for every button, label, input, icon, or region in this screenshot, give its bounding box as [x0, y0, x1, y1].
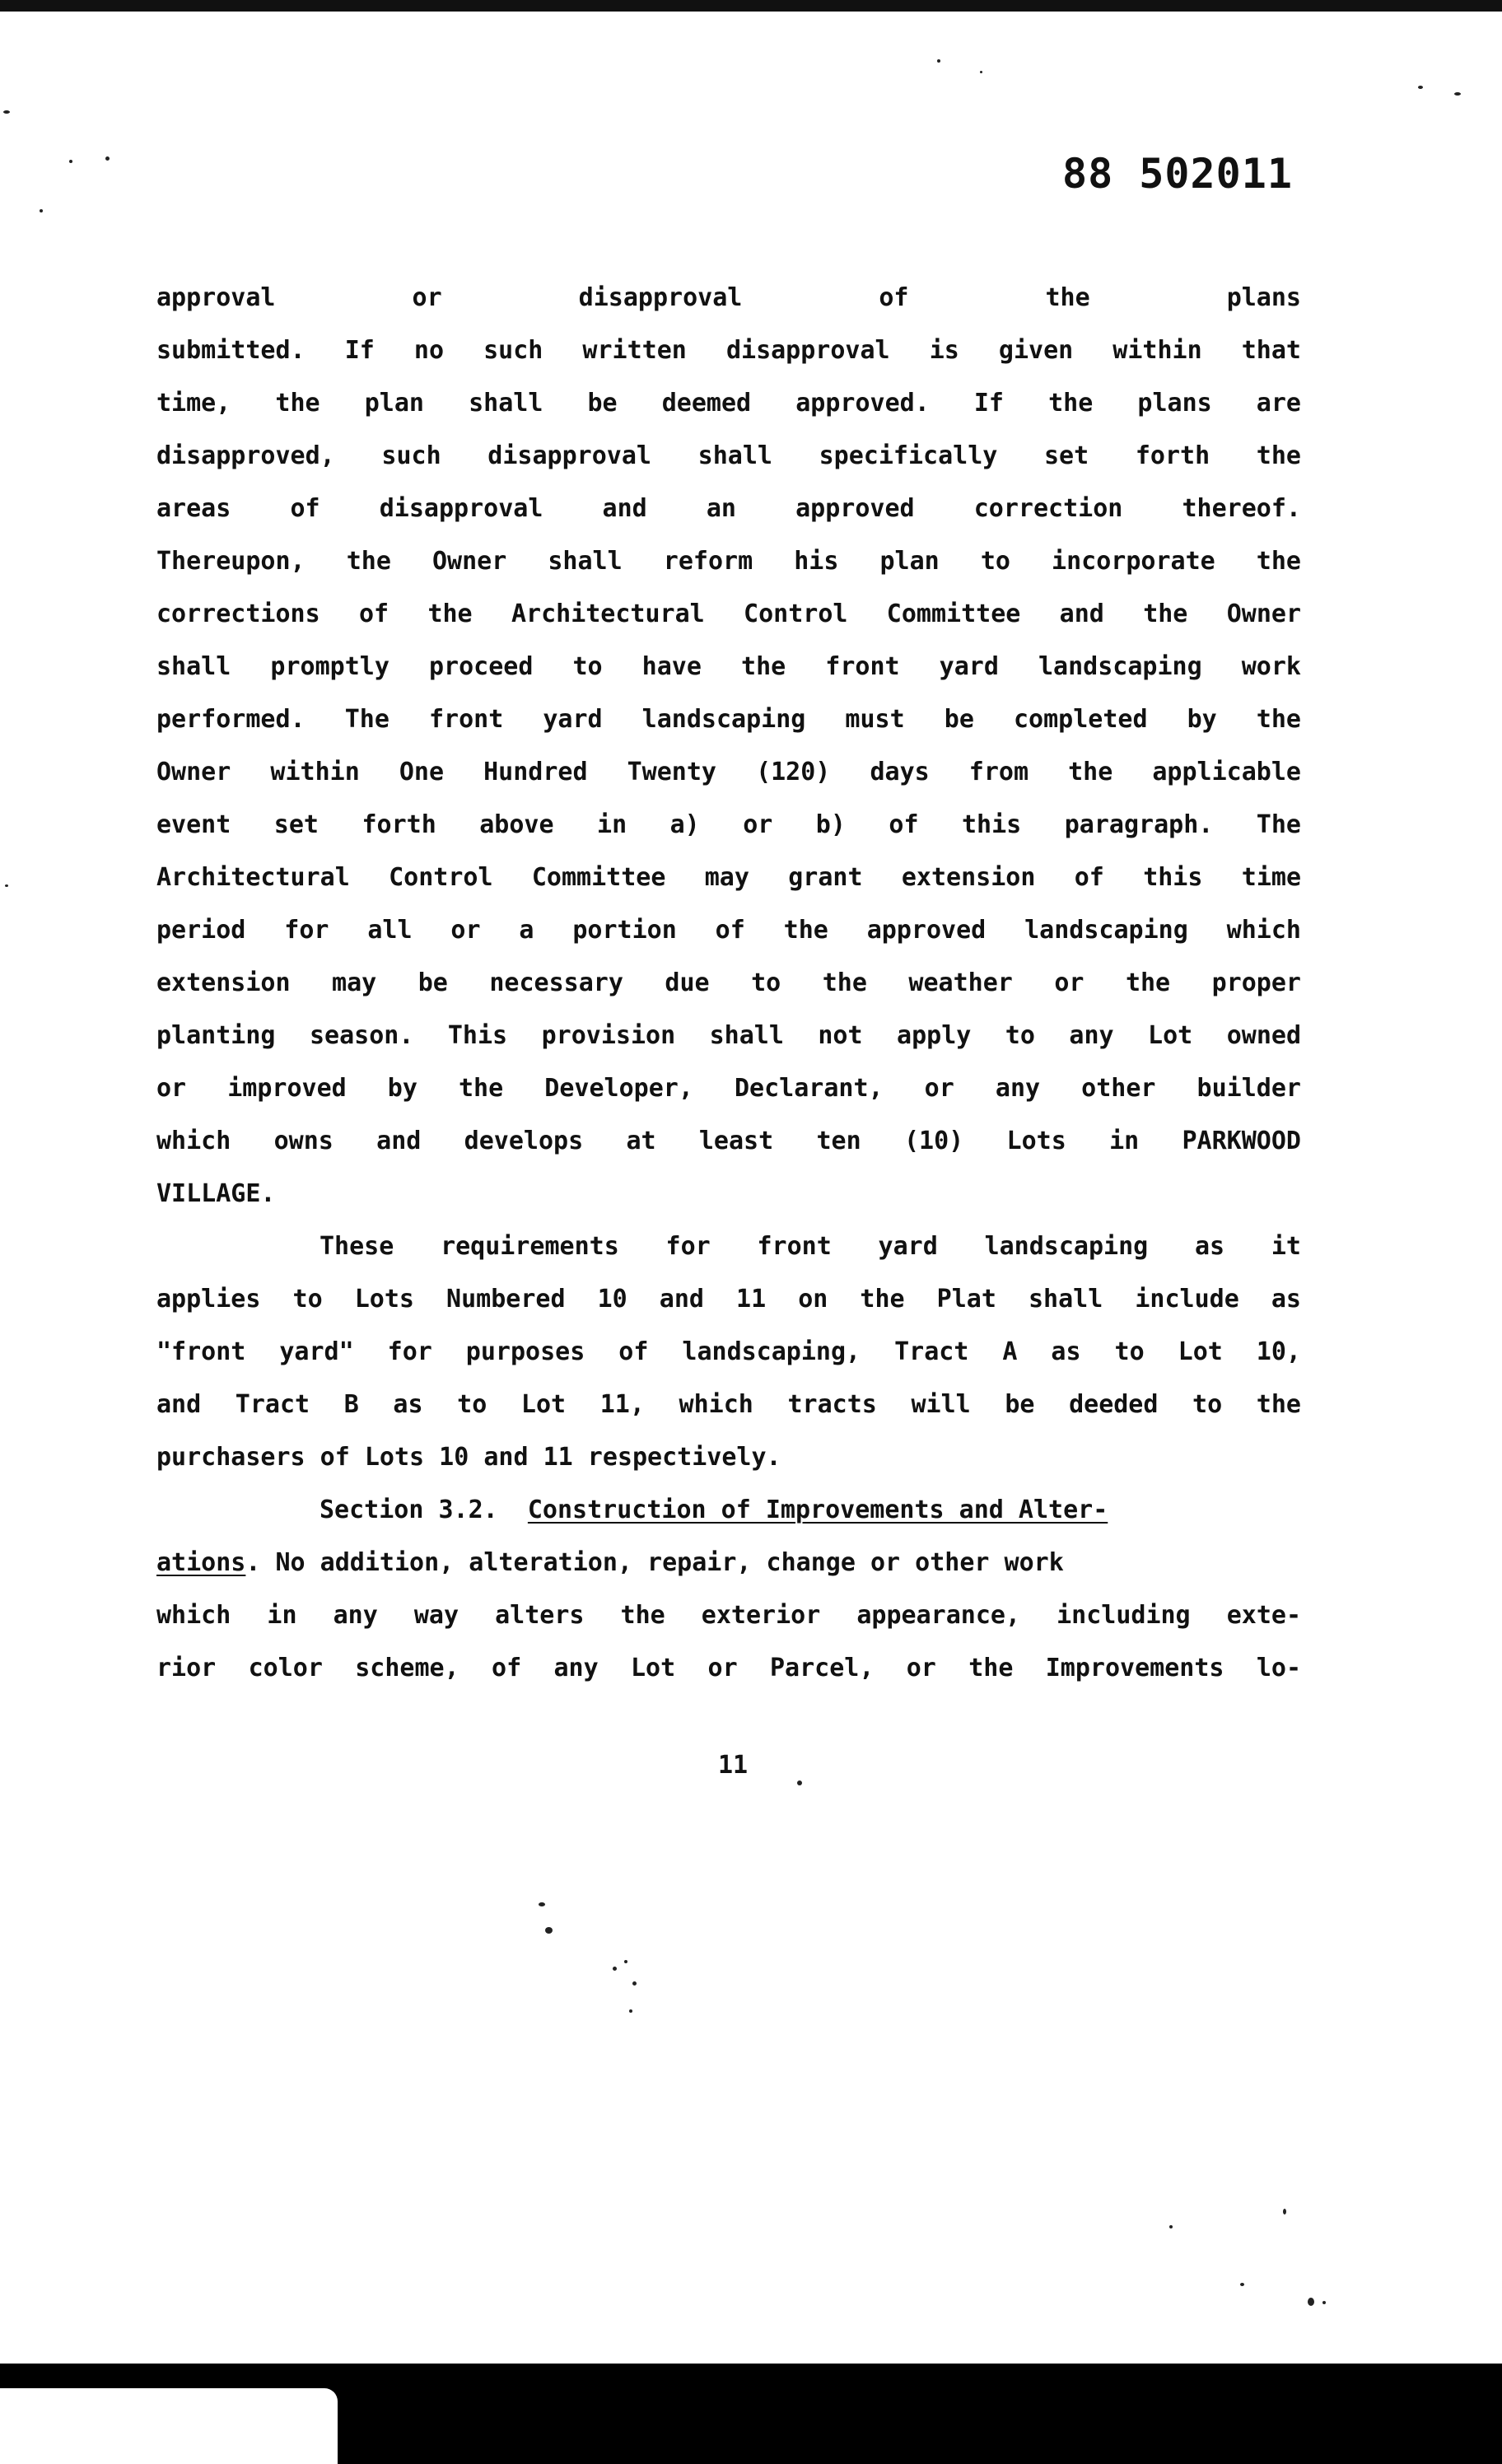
scan-speck	[539, 1902, 545, 1906]
body-line: time, the plan shall be deemed approved. If the plans are	[156, 389, 1301, 418]
body-line: planting season. This provision shall not apply to any Lot owned	[156, 1021, 1301, 1050]
scan-paper-edge	[0, 2388, 338, 2464]
scan-speck	[1322, 2301, 1326, 2304]
section-body-line	[156, 1548, 1301, 1577]
scan-speck	[3, 110, 10, 114]
scan-speck	[624, 1960, 627, 1963]
body-line: areas of disapproval and an approved correction thereof.	[156, 494, 1301, 523]
body-line: disapproved, such disapproval shall specifically set forth the	[156, 441, 1301, 470]
body-line: Owner within One Hundred Twenty (120) days from the applicable	[156, 758, 1301, 786]
body-line: period for all or a portion of the approved landscaping which	[156, 916, 1301, 945]
body-line: submitted. If no such written disapproval is given within that	[156, 336, 1301, 365]
scan-speck	[629, 2009, 632, 2013]
body-line: shall promptly proceed to have the front yard landscaping work	[156, 652, 1301, 681]
scan-speck	[980, 71, 982, 73]
scan-speck	[1454, 92, 1461, 96]
scan-speck	[69, 160, 72, 163]
scan-speck	[105, 156, 110, 161]
body-line: approval or disapproval of the plans	[156, 283, 1301, 312]
scan-speck	[545, 1927, 553, 1934]
section-number: Section 3.2.	[320, 1496, 498, 1524]
scan-speck	[1283, 2209, 1286, 2214]
body-line: Thereupon, the Owner shall reform his plan to incorporate the	[156, 547, 1301, 576]
body-line: or improved by the Developer, Declarant, or any other builder	[156, 1074, 1301, 1103]
body-line: corrections of the Architectural Control Committee and the Owner	[156, 600, 1301, 628]
document-number: 88 502011	[1062, 150, 1293, 198]
body-line: Architectural Control Committee may grant extension of this time	[156, 863, 1301, 892]
body-line: which owns and develops at least ten (10) Lots in PARKWOOD	[156, 1127, 1301, 1155]
section-body-line: which in any way alters the exterior appearance, including exte-	[156, 1601, 1301, 1630]
section-heading: Construction of Improvements and Alter-	[527, 1496, 1108, 1524]
body-line: event set forth above in a) or b) of this paragraph. The	[156, 810, 1301, 839]
scan-speck	[1308, 2298, 1314, 2306]
scan-speck	[797, 1780, 802, 1785]
body-line: VILLAGE.	[156, 1179, 276, 1208]
body-line: These requirements for front yard landscaping as it	[320, 1232, 1301, 1261]
section-body-text: . No addition, alteration, repair, change or other work	[245, 1548, 1064, 1577]
scan-speck	[937, 59, 940, 63]
scan-speck	[613, 1967, 617, 1971]
scan-speck	[5, 884, 8, 887]
body-line: and Tract B as to Lot 11, which tracts will be deeded to the	[156, 1390, 1301, 1419]
scan-speck	[40, 209, 43, 212]
body-line: performed. The front yard landscaping must be completed by the	[156, 705, 1301, 734]
page-number: 11	[718, 1751, 749, 1780]
scan-speck	[1418, 86, 1423, 89]
section-body-line: rior color scheme, of any Lot or Parcel, or the Improvements lo-	[156, 1654, 1301, 1682]
body-line: purchasers of Lots 10 and 11 respectively.	[156, 1443, 781, 1472]
scan-speck	[1240, 2283, 1244, 2286]
scan-speck	[1169, 2225, 1173, 2228]
body-line: "front yard" for purposes of landscaping, Tract A as to Lot 10,	[156, 1337, 1301, 1366]
body-line: extension may be necessary due to the weather or the proper	[156, 968, 1301, 997]
section-heading-line	[320, 1496, 1301, 1524]
scan-speck	[632, 1981, 637, 1986]
body-line: applies to Lots Numbered 10 and 11 on the Plat shall include as	[156, 1285, 1301, 1314]
section-heading-continued: ations	[156, 1548, 246, 1577]
